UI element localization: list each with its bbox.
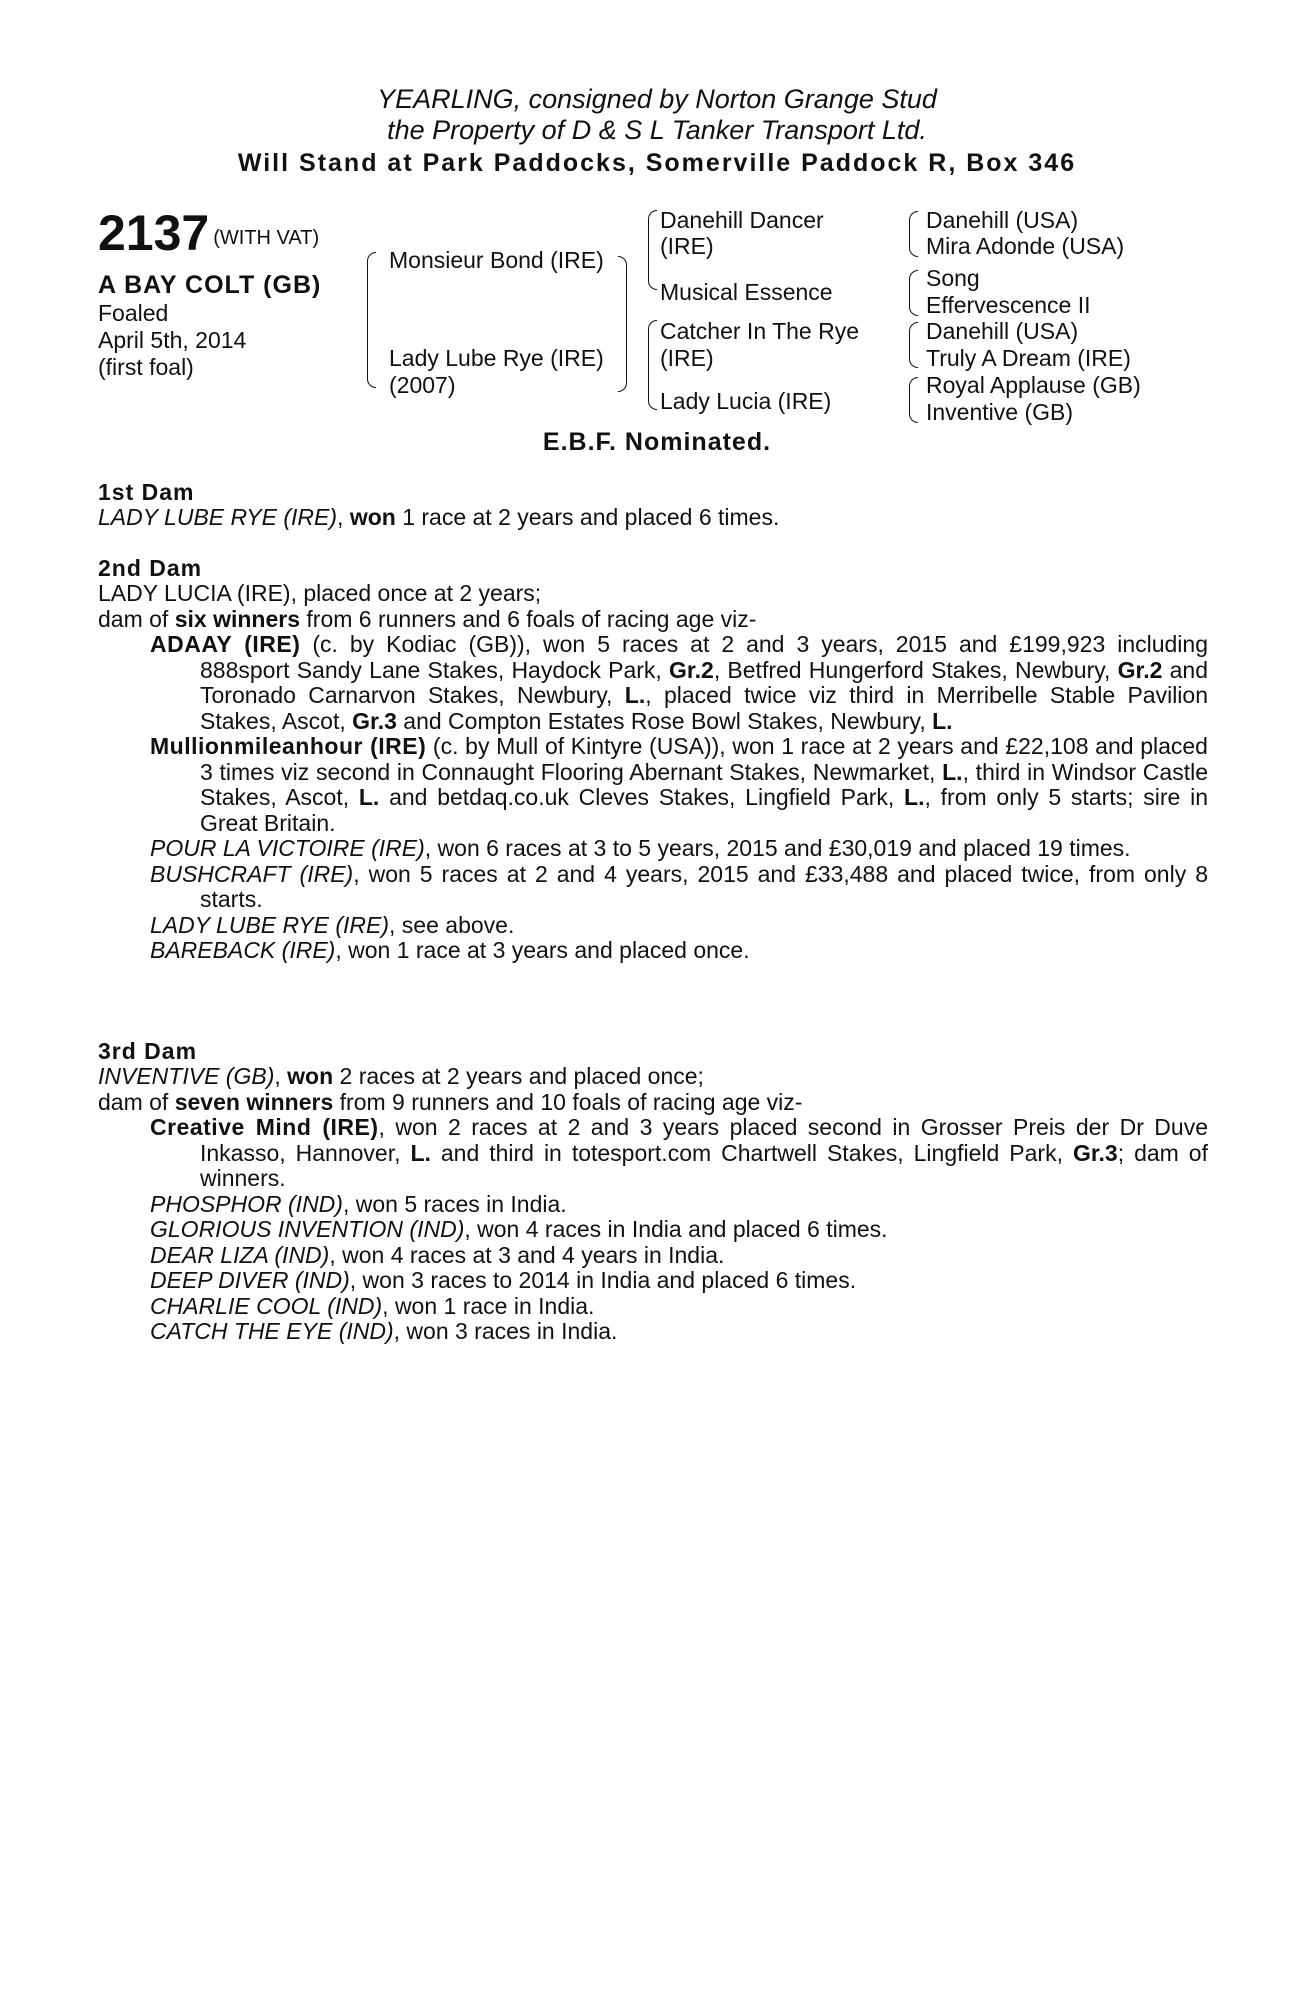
foaled-date: April 5th, 2014 — [98, 327, 247, 353]
brace-g4 — [909, 377, 918, 423]
ancestor-6: Truly A Dream (IRE) — [926, 345, 1131, 371]
produce-entry: PHOSPHOR (IND), won 5 races in India. — [150, 1190, 567, 1217]
foaled-label: Foaled — [98, 300, 169, 326]
produce-entry: CHARLIE COOL (IND), won 1 race in India. — [150, 1292, 595, 1319]
third-dam-section — [98, 1038, 1208, 1345]
dam-sire: Catcher In The Rye — [660, 318, 860, 344]
ebf-nomination: E.B.F. Nominated. — [542, 428, 772, 456]
brace-g3 — [909, 322, 918, 368]
location-line: Will Stand at Park Paddocks, Somerville Paddock R, Box 346 — [237, 149, 1077, 177]
produce-entry: DEAR LIZA (IND), won 4 races at 3 and 4 years in India. — [150, 1241, 725, 1268]
brace-g1 — [909, 211, 918, 257]
lot-header — [0, 84, 1314, 179]
third-dam-name: INVENTIVE (GB) — [98, 1063, 275, 1089]
sire-dam: Musical Essence — [660, 279, 833, 305]
third-dam-title: 3rd Dam — [98, 1038, 198, 1064]
produce-entry: CATCH THE EYE (IND), won 3 races in India. — [150, 1318, 618, 1344]
second-dam-record: LADY LUCIA (IRE), placed once at 2 years; — [98, 580, 542, 606]
ancestor-2: Mira Adonde (USA) — [926, 233, 1125, 259]
produce-entry: ADAAY (IRE) (c. by Kodiac (GB)), won 5 races at 2 and 3 years, 2015 and £199,923 including 888sport Sandy Lane Stakes, Haydock Park, Gr.2, Betfred Hungerford Stakes, Newbury, Gr.2 and Toronado Carnarvon Stakes, Newbury, L., placed twice viz third in Merribelle Stable Pavilion Stakes, Ascot, Gr.3 and Compton Estates Rose Bowl Stakes, Newbury, L. — [150, 631, 1208, 734]
third-dam-produce-summary: dam of seven winners from 9 runners and 10 foals of racing age viz- — [98, 1088, 803, 1115]
property-line: the Property of D & S L Tanker Transport Ltd. — [387, 115, 927, 145]
produce-entry: Mullionmileanhour (IRE) (c. by Mull of Kintyre (USA)), won 1 race at 2 years and £22,108 and placed 3 times viz second in Connaught Flooring Abernant Stakes, Newmarket, L., third in Windsor Castle Stakes, Ascot, L. and betdaq.co.uk Cleves Stakes, Lingfield Park, L., from only 5 starts; sire in Great Britain. — [150, 733, 1208, 836]
produce-entry: POUR LA VICTOIRE (IRE), won 6 races at 3 to 5 years, 2015 and £30,019 and placed 19 times. — [150, 835, 1131, 861]
produce-entry: DEEP DIVER (IND), won 3 races to 2014 in India and placed 6 times. — [150, 1267, 857, 1293]
produce-entry: LADY LUBE RYE (IRE), see above. — [150, 911, 515, 938]
lot-title: A BAY COLT (GB) — [98, 271, 322, 299]
second-dam-title: 2nd Dam — [98, 555, 203, 581]
brace-g2 — [909, 270, 918, 316]
produce-entry: GLORIOUS INVENTION (IND), won 4 races in India and placed 6 times. — [150, 1216, 888, 1242]
ancestor-1: Danehill (USA) — [926, 207, 1079, 233]
consignor-line: YEARLING, consigned by Norton Grange Stud — [377, 84, 937, 114]
produce-entry: Creative Mind (IRE), won 2 races at 2 and 3 years placed second in Grosser Preis der Dr Duve Inkasso, Hannover, L. and third in totesport.com Chartwell Stakes, Lingfield Park, Gr.3; dam of winners. — [150, 1114, 1208, 1191]
first-dam-title: 1st Dam — [98, 479, 195, 505]
ancestor-8: Inventive (GB) — [926, 399, 1073, 425]
third-dam-record: INVENTIVE (GB), won 2 races at 2 years and placed once; — [98, 1063, 704, 1089]
second-dam-section — [98, 555, 1208, 964]
produce-entry: BUSHCRAFT (IRE), won 5 races at 2 and 4 years, 2015 and £33,488 and placed twice, from only 8 starts. — [150, 860, 1208, 912]
sire-sire: Danehill Dancer — [660, 207, 824, 233]
produce-entry: BAREBACK (IRE), won 1 race at 3 years and placed once. — [150, 937, 750, 963]
first-dam-section — [98, 479, 1208, 531]
first-dam-record: LADY LUBE RYE (IRE), won 1 race at 2 years and placed 6 times. — [98, 504, 780, 530]
lot-info — [98, 205, 358, 381]
second-dam-produce-summary: dam of six winners from 6 runners and 6 foals of racing age viz- — [98, 605, 757, 632]
dam: Lady Lube Rye (IRE) — [389, 345, 604, 371]
sire-sire-country: (IRE) — [660, 233, 714, 259]
dam-dam: Lady Lucia (IRE) — [660, 388, 832, 414]
foal-note: (first foal) — [98, 354, 194, 380]
brace-generation1-right — [618, 256, 627, 392]
lot-number: 2137 — [98, 205, 210, 261]
dam-year: (2007) — [389, 372, 456, 398]
sire: Monsieur Bond (IRE) — [389, 247, 604, 273]
brace-dam — [648, 320, 657, 410]
brace-generation1 — [367, 252, 376, 388]
ancestor-4: Effervescence II — [926, 292, 1091, 318]
ancestor-5: Danehill (USA) — [926, 318, 1079, 344]
ancestor-7: Royal Applause (GB) — [926, 372, 1141, 398]
brace-sire — [648, 210, 657, 290]
dam-sire-country: (IRE) — [660, 345, 714, 371]
first-dam-name: LADY LUBE RYE (IRE) — [98, 504, 338, 530]
ancestor-3: Song — [926, 265, 980, 291]
vat-note: (WITH VAT) — [213, 227, 320, 249]
